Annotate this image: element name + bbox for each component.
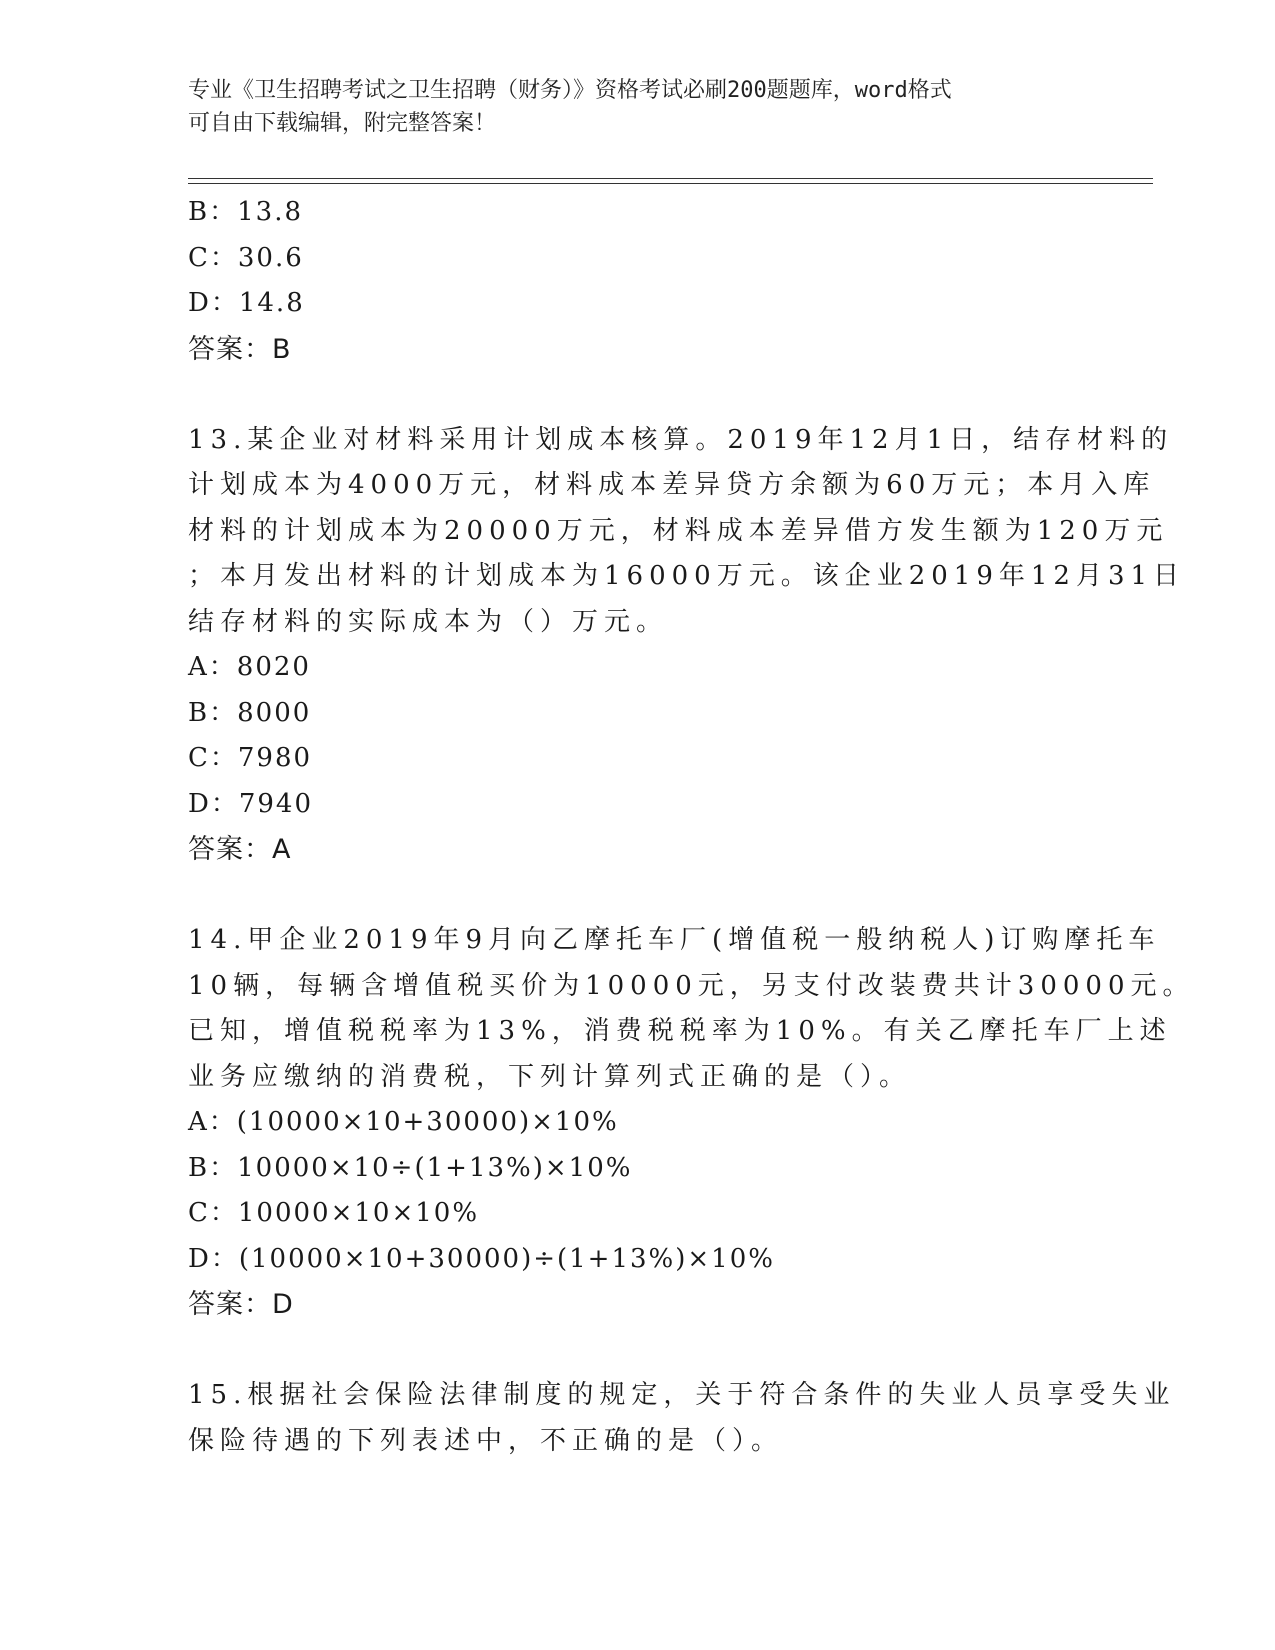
question-14-options	[188, 1100, 1068, 1282]
spacer	[188, 1328, 1068, 1374]
document-body	[188, 190, 1195, 1464]
stem-line: 材料的计划成本为20000万元，材料成本差异借方发生额为120万元	[188, 515, 1169, 546]
stem-line: ；本月发出材料的计划成本为16000万元。该企业2019年12月31日	[188, 561, 1186, 591]
stem-line: 14.甲企业2019年9月向乙摩托车厂(增值税一般纳税人)订购摩托车	[188, 925, 1161, 955]
question-13-stem	[188, 418, 1186, 646]
spacer	[188, 873, 1068, 919]
question-15-stem	[188, 1373, 1176, 1464]
option-c: C：10000×10×10%	[188, 1198, 480, 1228]
stem-line: 已知，增值税税率为13%，消费税税率为10%。有关乙摩托车厂上述	[188, 1016, 1172, 1046]
document-header	[188, 74, 1068, 140]
header-title-line-2: 可自由下载编辑，附完整答案！	[188, 111, 497, 136]
option-b: B：10000×10÷(1+13%)×10%	[188, 1152, 633, 1183]
question-12-options	[188, 190, 1068, 327]
stem-line: 13.某企业对材料采用计划成本核算。2019年12月1日，结存材料的	[188, 424, 1174, 455]
stem-line: 结存材料的实际成本为（）万元。	[188, 606, 669, 637]
question-13-options	[188, 645, 1068, 827]
option-b: B：8000	[188, 697, 312, 728]
option-c: C：30.6	[188, 242, 304, 273]
stem-line: 业务应缴纳的消费税，下列计算列式正确的是（）。	[188, 1061, 912, 1092]
question-14-answer: 答案：D	[188, 1289, 294, 1320]
option-c: C：7980	[188, 743, 313, 773]
option-a: A：8020	[188, 652, 311, 682]
option-d: D：(10000×10+30000)÷(1+13%)×10%	[188, 1243, 775, 1274]
question-12-answer: 答案：B	[188, 333, 292, 365]
stem-line: 保险待遇的下列表述中，不正确的是（）。	[188, 1425, 784, 1456]
question-13-answer: 答案：A	[188, 834, 292, 865]
question-14-stem	[188, 918, 1195, 1100]
stem-line: 计划成本为4000万元，材料成本差异贷方余额为60万元；本月入库	[188, 470, 1156, 500]
stem-line: 15.根据社会保险法律制度的规定，关于符合条件的失业人员享受失业	[188, 1380, 1176, 1410]
option-d: D：14.8	[188, 288, 305, 318]
option-b: B：13.8	[188, 197, 303, 227]
option-a: A：(10000×10+30000)×10%	[188, 1107, 619, 1137]
spacer	[188, 372, 1068, 418]
header-divider	[188, 178, 1153, 184]
header-title-line-1: 专业《卫生招聘考试之卫生招聘（财务）》资格考试必刷200题题库，word格式	[188, 78, 952, 103]
option-d: D：7940	[188, 788, 314, 819]
stem-line: 10辆，每辆含增值税买价为10000元，另支付改装费共计30000元。	[188, 970, 1195, 1001]
